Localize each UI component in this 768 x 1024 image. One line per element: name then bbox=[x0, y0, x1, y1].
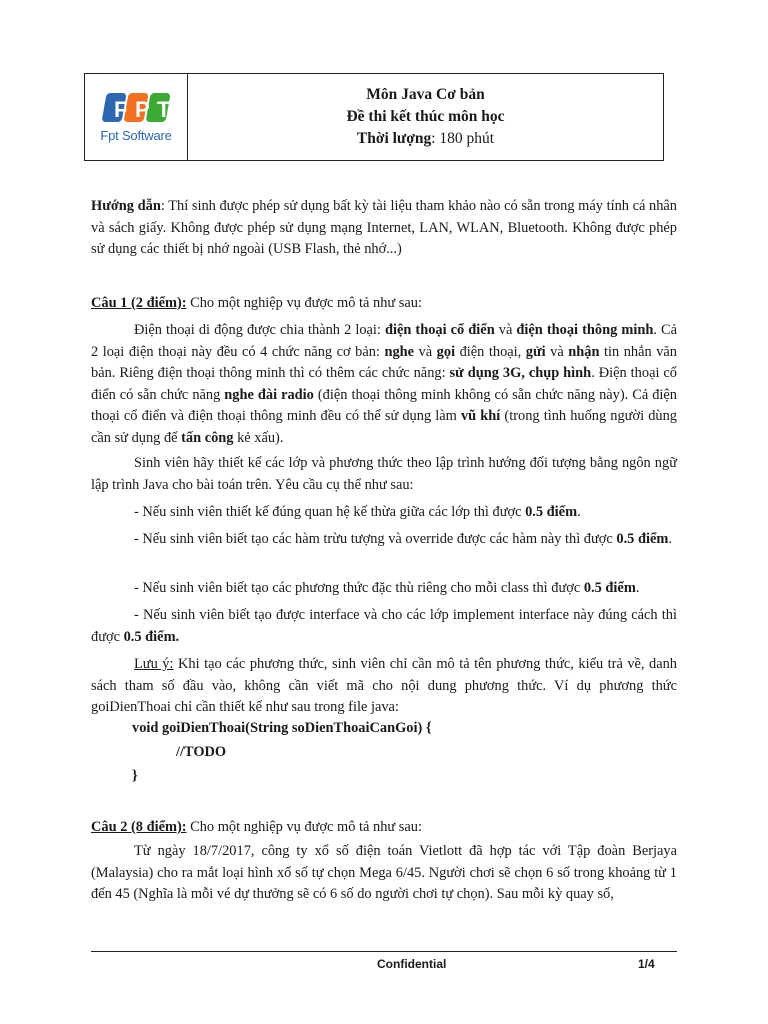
code-line-2: //TODO bbox=[176, 744, 227, 760]
requirement-1: - Nếu sinh viên thiết kế đúng quan hệ kế thừa giữa các lớp thì được 0.5 điểm. bbox=[134, 504, 581, 520]
logo-subtitle: Fpt Software bbox=[100, 128, 172, 143]
question-1-task: Sinh viên hãy thiết kế các lớp và phương thức theo lập trình hướng đối tượng bằng ngôn ngữ lập trình Java cho bài toán trên. Yêu cầu cụ thể như sau: bbox=[91, 455, 677, 493]
guide-paragraph bbox=[91, 196, 677, 261]
header-table bbox=[84, 73, 664, 161]
question-2-intro: Cho một nghiệp vụ được mô tả như sau: bbox=[186, 819, 422, 835]
question-1-description: Điện thoại di động được chia thành 2 loại: điện thoại cổ điển và điện thoại thông minh. Cả 2 loại điện thoại này đều có 4 chức năng cơ bản: nghe và gọi điện thoại, gửi và nhận tin nhắn văn bản. Riêng điện thoại thông minh thì có thêm các chức năng: sử dụng 3G, chụp hình. Điện thoại cổ điển có sẵn chức năng nghe đài radio (điện thoại thông minh không có sẵn chức năng này). Cả điện thoại cổ điển và điện thoại thông minh đều có thể sử dụng làm vũ khí (trong tình huống người dùng cần sử dụng để tấn công kẻ xấu). bbox=[91, 322, 678, 446]
requirement-2: - Nếu sinh viên biết tạo các hàm trừu tượng và override được các hàm này thì được 0.5 điểm. bbox=[134, 531, 672, 547]
question-1-intro: Cho một nghiệp vụ được mô tả như sau: bbox=[186, 295, 422, 311]
question-2-heading bbox=[91, 817, 677, 839]
code-line-3: } bbox=[132, 768, 138, 784]
question-1-label: Câu 1 (2 điểm): bbox=[91, 295, 187, 311]
guide-label: Hướng dẫn bbox=[91, 198, 161, 214]
duration-label: Thời lượng bbox=[356, 130, 432, 147]
svg-text:F: F bbox=[114, 97, 128, 122]
duration-value: : 180 phút bbox=[431, 130, 495, 147]
logo-cell bbox=[85, 74, 188, 160]
question-2-label: Câu 2 (8 điểm): bbox=[91, 819, 187, 835]
note-paragraph: Lưu ý: Khi tạo các phương thức, sinh viên chỉ cần mô tả tên phương thức, kiểu trả về, danh sách tham số đầu vào, không cần viết mã cho nội dung phương thức. Ví dụ phương thức goiDienThoai chỉ cần thiết kế như sau trong file java: bbox=[91, 656, 677, 715]
question-2-description: Từ ngày 18/7/2017, công ty xổ số điện toán Vietlott đã hợp tác với Tập đoàn Berjaya (Malaysia) cho ra mắt loại hình xổ số tự chọn Mega 6/45. Người chơi sẽ chọn 6 số trong khoảng từ 1 đến 45 (Nghĩa là mỗi vé dự thưởng sẽ có 6 số do người chơi tự chọn). Sau mỗi kỳ quay số, bbox=[91, 843, 677, 902]
svg-text:T: T bbox=[157, 97, 171, 122]
course-title: Môn Java Cơ bản bbox=[366, 86, 485, 103]
question-1-heading bbox=[91, 293, 677, 315]
footer-page-number: 1/4 bbox=[638, 957, 655, 971]
title-cell bbox=[188, 74, 663, 160]
footer-divider bbox=[91, 951, 677, 952]
svg-text:P: P bbox=[135, 97, 150, 122]
requirement-3: - Nếu sinh viên biết tạo các phương thức đặc thù riêng cho mỗi class thì được 0.5 điểm. bbox=[134, 580, 640, 596]
duration-line bbox=[357, 128, 494, 150]
guide-text: : Thí sinh được phép sử dụng bất kỳ tài liệu tham khảo nào có sẵn trong máy tính cá nhân và sách giấy. Không được phép sử dụng mạng Internet, LAN, WLAN, Bluetooth. Không được phép sử dụng các thiết bị nhớ ngoài (USB Flash, thẻ nhớ...) bbox=[91, 198, 677, 257]
code-line-1: void goiDienThoai(String soDienThoaiCanGoi) { bbox=[132, 720, 432, 736]
requirement-4: - Nếu sinh viên biết tạo được interface và cho các lớp implement interface này đúng cách thì được 0.5 điểm. bbox=[91, 607, 677, 645]
footer-confidential: Confidential bbox=[377, 957, 447, 971]
exam-title: Đề thi kết thúc môn học bbox=[346, 108, 505, 125]
fpt-logo bbox=[98, 91, 174, 125]
note-label: Lưu ý: bbox=[134, 656, 174, 672]
